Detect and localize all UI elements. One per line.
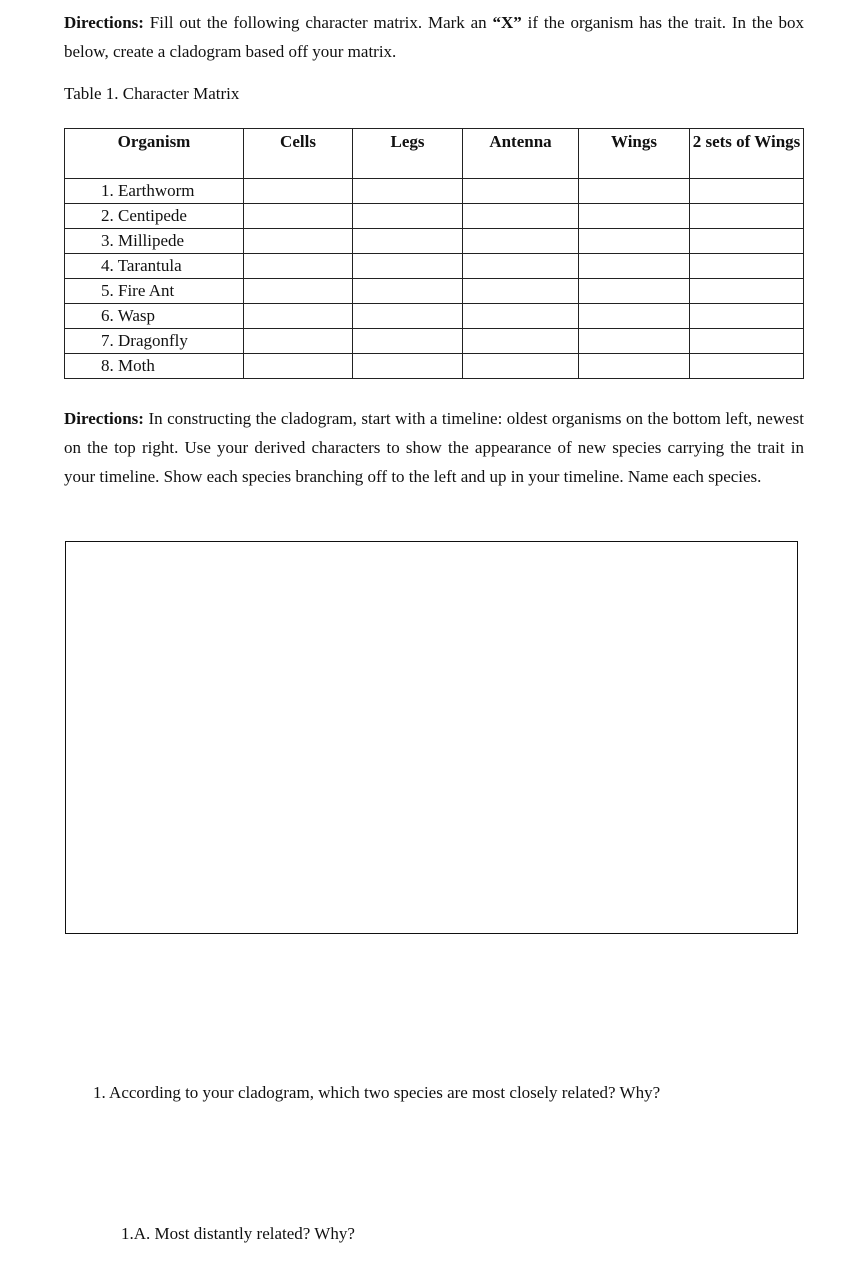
trait-cell[interactable] bbox=[463, 304, 579, 329]
trait-cell[interactable] bbox=[244, 354, 353, 379]
trait-cell[interactable] bbox=[579, 279, 690, 304]
trait-cell[interactable] bbox=[690, 179, 804, 204]
organism-name: 3. Millipede bbox=[65, 229, 244, 254]
column-header: Antenna bbox=[463, 129, 579, 179]
directions-cladogram bbox=[64, 404, 804, 491]
trait-cell[interactable] bbox=[463, 354, 579, 379]
trait-cell[interactable] bbox=[579, 304, 690, 329]
organism-name: 2. Centipede bbox=[65, 204, 244, 229]
column-header: Legs bbox=[353, 129, 463, 179]
trait-cell[interactable] bbox=[244, 204, 353, 229]
column-header: Organism bbox=[65, 129, 244, 179]
directions-label: Directions: bbox=[64, 13, 144, 32]
directions-text: Fill out the following character matrix. Mark an bbox=[143, 13, 493, 32]
trait-cell[interactable] bbox=[463, 254, 579, 279]
column-header: 2 sets of Wings bbox=[690, 129, 804, 179]
trait-cell[interactable] bbox=[244, 304, 353, 329]
directions-text: In constructing the cladogram, start with a timeline: oldest organisms on the bottom left, newest on the top right. Use your derived characters to show the appearance of new species carrying the trait in your timeline. Show each species branching off to the left and up in your timeline. Name each species. bbox=[64, 409, 804, 486]
trait-cell[interactable] bbox=[463, 204, 579, 229]
table-row bbox=[65, 204, 804, 229]
table-row bbox=[65, 329, 804, 354]
organism-name: 6. Wasp bbox=[65, 304, 244, 329]
organism-name: 5. Fire Ant bbox=[65, 279, 244, 304]
organism-name: 7. Dragonfly bbox=[65, 329, 244, 354]
directions-matrix bbox=[64, 8, 804, 66]
trait-cell[interactable] bbox=[690, 329, 804, 354]
trait-cell[interactable] bbox=[353, 354, 463, 379]
trait-cell[interactable] bbox=[690, 254, 804, 279]
column-header: Wings bbox=[579, 129, 690, 179]
trait-cell[interactable] bbox=[579, 354, 690, 379]
question-1: 1. According to your cladogram, which two species are most closely related? Why? bbox=[93, 1083, 661, 1102]
table-row bbox=[65, 254, 804, 279]
organism-name: 1. Earthworm bbox=[65, 179, 244, 204]
table-row bbox=[65, 304, 804, 329]
trait-cell[interactable] bbox=[579, 329, 690, 354]
cladogram-drawing-box[interactable] bbox=[65, 541, 798, 934]
trait-cell[interactable] bbox=[463, 329, 579, 354]
trait-cell[interactable] bbox=[463, 279, 579, 304]
organism-name: 8. Moth bbox=[65, 354, 244, 379]
trait-cell[interactable] bbox=[690, 279, 804, 304]
trait-cell[interactable] bbox=[579, 179, 690, 204]
question-1a: 1.A. Most distantly related? Why? bbox=[121, 1224, 355, 1243]
trait-cell[interactable] bbox=[690, 304, 804, 329]
trait-cell[interactable] bbox=[690, 204, 804, 229]
trait-cell[interactable] bbox=[244, 279, 353, 304]
table-row bbox=[65, 354, 804, 379]
table-row bbox=[65, 179, 804, 204]
trait-cell[interactable] bbox=[244, 254, 353, 279]
trait-cell[interactable] bbox=[579, 254, 690, 279]
organism-name: 4. Tarantula bbox=[65, 254, 244, 279]
column-header: Cells bbox=[244, 129, 353, 179]
trait-cell[interactable] bbox=[353, 279, 463, 304]
trait-cell[interactable] bbox=[353, 254, 463, 279]
table-row bbox=[65, 279, 804, 304]
trait-cell[interactable] bbox=[579, 204, 690, 229]
trait-cell[interactable] bbox=[353, 204, 463, 229]
trait-cell[interactable] bbox=[690, 354, 804, 379]
trait-cell[interactable] bbox=[244, 229, 353, 254]
trait-cell[interactable] bbox=[353, 329, 463, 354]
trait-cell[interactable] bbox=[353, 229, 463, 254]
table-caption: Table 1. Character Matrix bbox=[64, 84, 240, 103]
table-header-row bbox=[65, 129, 804, 179]
trait-cell[interactable] bbox=[353, 179, 463, 204]
directions-label: Directions: bbox=[64, 409, 144, 428]
trait-cell[interactable] bbox=[690, 229, 804, 254]
character-matrix-table bbox=[64, 128, 804, 379]
trait-cell[interactable] bbox=[579, 229, 690, 254]
trait-cell[interactable] bbox=[463, 179, 579, 204]
trait-cell[interactable] bbox=[244, 329, 353, 354]
table-row bbox=[65, 229, 804, 254]
trait-cell[interactable] bbox=[244, 179, 353, 204]
trait-cell[interactable] bbox=[463, 229, 579, 254]
trait-cell[interactable] bbox=[353, 304, 463, 329]
directions-text: if the organism has the trait. In the box below, create a cladogram based off your matrix. bbox=[64, 13, 804, 61]
mark-symbol: “X” bbox=[492, 13, 522, 32]
